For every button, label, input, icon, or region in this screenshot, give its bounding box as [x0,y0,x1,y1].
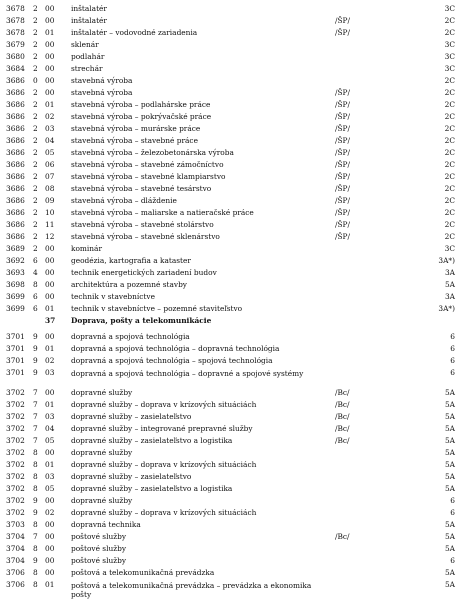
code-cell: 3702 [6,508,25,517]
subcode-cell: 06 [45,160,55,169]
subcode-cell: 00 [45,4,55,13]
level-cell: 3C [444,52,455,61]
name-cell: stavebná výroba – maliarske a natieračské práce [71,208,254,217]
subcode-cell: 00 [45,568,55,577]
code-cell: 3702 [6,448,25,457]
table-row [0,569,469,581]
code-cell: 3686 [6,220,25,229]
name-cell: dopravné služby [71,448,133,457]
group-cell: 7 [33,388,38,397]
subcode-cell: 00 [45,280,55,289]
group-cell: 7 [33,532,38,541]
group-cell: 7 [33,412,38,421]
name-cell: dopravné služby – doprava v krízových situáciách [71,508,257,517]
code-cell: 3686 [6,232,25,241]
note-cell: /Bc/ [335,424,350,433]
group-cell: 4 [33,268,38,277]
subcode-cell: 00 [45,292,55,301]
subcode-cell: 00 [45,244,55,253]
note-cell: /ŠP/ [335,196,351,205]
note-cell: /Bc/ [335,412,350,421]
note-cell: /ŠP/ [335,184,351,193]
note-cell: /ŠP/ [335,136,351,145]
subcode-cell: 00 [45,544,55,553]
group-cell: 0 [33,76,38,85]
code-cell: 3699 [6,292,25,301]
group-cell: 2 [33,208,38,217]
level-cell: 2C [444,184,455,193]
name-cell: dopravná a spojová technológia – dopravná technológia [71,344,280,353]
code-cell: 3702 [6,388,25,397]
name-cell: stavebná výroba – stavebné klampiarstvo [71,172,226,181]
group-cell: 9 [33,344,38,353]
level-cell: 2C [444,88,455,97]
note-cell: /ŠP/ [335,232,351,241]
note-cell: /Bc/ [335,436,350,445]
level-cell: 2C [444,160,455,169]
subcode-cell: 01 [45,28,55,37]
subcode-cell: 03 [45,368,55,377]
group-cell: 2 [33,136,38,145]
subcode-cell: 10 [45,208,55,217]
subcode-cell: 01 [45,400,55,409]
level-cell: 6 [450,356,455,365]
level-cell: 6 [450,344,455,353]
code-cell: 3693 [6,268,25,277]
name-cell: poštové služby [71,556,127,565]
code-cell: 3701 [6,332,25,341]
level-cell: 5A [444,520,455,529]
subcode-cell: 00 [45,448,55,457]
subcode-cell: 01 [45,100,55,109]
subcode-cell: 05 [45,484,55,493]
name-cell: strechár [71,64,103,73]
subcode-cell: 09 [45,196,55,205]
group-cell: 7 [33,436,38,445]
name-cell: stavebná výroba – stavebné tesárstvo [71,184,212,193]
subcode-cell: 00 [45,64,55,73]
name-cell: dopravná technika [71,520,141,529]
code-cell: 3686 [6,148,25,157]
name-cell: dopravná a spojová technológia [71,332,190,341]
level-cell: 2C [444,220,455,229]
group-cell: 2 [33,112,38,121]
subcode-cell: 00 [45,556,55,565]
group-cell: 8 [33,568,38,577]
subcode-cell: 03 [45,124,55,133]
code-cell: 3684 [6,64,25,73]
group-cell: 2 [33,184,38,193]
code-cell: 3702 [6,496,25,505]
name-cell: poštové služby [71,544,127,553]
name-cell: dopravné služby [71,388,133,397]
name-cell: stavebná výroba – murárske práce [71,124,201,133]
group-cell: 2 [33,232,38,241]
code-cell: 3686 [6,160,25,169]
subcode-cell: 00 [45,496,55,505]
level-cell: 2C [444,148,455,157]
level-cell: 3A [444,268,455,277]
group-cell: 8 [33,448,38,457]
code-cell: 3702 [6,436,25,445]
group-cell: 2 [33,28,38,37]
code-cell: 3680 [6,52,25,61]
subcode-cell: 03 [45,412,55,421]
level-cell: 2C [444,76,455,85]
level-cell: 3C [444,40,455,49]
name-cell: dopravné služby – zasielateľstvo a logistika [71,436,233,445]
table-row [0,581,469,601]
code-cell: 3702 [6,400,25,409]
subcode-cell: 02 [45,112,55,121]
level-cell: 2C [444,16,455,25]
name-cell: dopravná a spojová technológia – dopravné a spojové systémy [71,369,304,378]
level-cell: 3C [444,244,455,253]
note-cell: /ŠP/ [335,100,351,109]
level-cell: 6 [450,368,455,377]
level-cell: 6 [450,556,455,565]
level-cell: 2C [444,208,455,217]
name-cell: technik v stavebníctve [71,292,155,301]
code-cell: 3706 [6,580,25,589]
group-cell: 2 [33,16,38,25]
note-cell: /Bc/ [335,532,350,541]
name-cell: podlahár [71,52,105,61]
name-cell: stavebná výroba – stavebné stolárstvo [71,220,214,229]
note-cell: /ŠP/ [335,124,351,133]
name-cell: dopravné služby – zasielateľstvo a logistika [71,484,233,493]
level-cell: 2C [444,28,455,37]
name-cell: technik v stavebníctve – pozemné staviteľstvo [71,304,243,313]
group-cell: 8 [33,580,38,589]
name-cell: dopravná a spojová technológia – spojová technológia [71,356,273,365]
code-cell: 3686 [6,208,25,217]
group-cell: 9 [33,508,38,517]
level-cell: 3A [444,292,455,301]
note-cell: /ŠP/ [335,220,351,229]
subcode-cell: 37 [45,316,56,325]
level-cell: 5A [444,484,455,493]
name-cell: dopravné služby – doprava v krízových situáciách [71,460,257,469]
group-cell: 2 [33,64,38,73]
subcode-cell: 05 [45,436,55,445]
code-cell: 3678 [6,16,25,25]
name-cell: stavebná výroba – železobetonárska výroba [71,148,234,157]
level-cell: 5A [444,424,455,433]
code-cell: 3686 [6,76,25,85]
name-cell: dopravné služby – integrované prepravné služby [71,424,253,433]
subcode-cell: 04 [45,136,55,145]
code-cell: 3692 [6,256,25,265]
code-cell: 3678 [6,4,25,13]
code-cell: 3686 [6,88,25,97]
group-cell: 8 [33,472,38,481]
level-cell: 6 [450,496,455,505]
subcode-cell: 01 [45,304,55,313]
code-cell: 3704 [6,532,25,541]
code-cell: 3698 [6,280,25,289]
group-cell: 6 [33,304,38,313]
name-cell: stavebná výroba – dláždenie [71,196,177,205]
code-cell: 3702 [6,460,25,469]
level-cell: 5A [444,472,455,481]
name-cell: sklenár [71,40,99,49]
note-cell: /ŠP/ [335,16,351,25]
group-cell: 6 [33,292,38,301]
level-cell: 2C [444,112,455,121]
subcode-cell: 01 [45,460,55,469]
name-cell: poštové služby [71,532,127,541]
level-cell: 2C [444,196,455,205]
name-cell: inštalatér – vodovodné zariadenia [71,28,198,37]
code-cell: 3702 [6,412,25,421]
code-cell: 3686 [6,196,25,205]
subcode-cell: 12 [45,232,55,241]
group-cell: 2 [33,196,38,205]
subcode-cell: 08 [45,184,55,193]
code-cell: 3686 [6,112,25,121]
group-cell: 8 [33,544,38,553]
group-cell: 9 [33,556,38,565]
group-cell: 8 [33,460,38,469]
name-cell: poštová a telekomunikačná prevádzka – prevádzka a ekonomika pošty [71,581,312,599]
group-cell: 2 [33,52,38,61]
subcode-cell: 00 [45,88,55,97]
subcode-cell: 00 [45,76,55,85]
code-cell: 3704 [6,544,25,553]
level-cell: 3C [444,64,455,73]
code-cell: 3686 [6,100,25,109]
note-cell: /ŠP/ [335,148,351,157]
group-cell: 7 [33,400,38,409]
subcode-cell: 04 [45,424,55,433]
level-cell: 3A*) [438,304,455,313]
table-row [0,369,469,389]
code-cell: 3702 [6,484,25,493]
section-heading-row [0,317,469,329]
group-cell: 8 [33,280,38,289]
group-cell: 2 [33,40,38,49]
name-cell: kominár [71,244,102,253]
subcode-cell: 00 [45,268,55,277]
subcode-cell: 00 [45,52,55,61]
name-cell: stavebná výroba – stavebné práce [71,136,198,145]
code-cell: 3686 [6,184,25,193]
code-cell: 3701 [6,356,25,365]
level-cell: 5A [444,280,455,289]
name-cell: dopravné služby – zasielateľstvo [71,472,192,481]
code-cell: 3704 [6,556,25,565]
code-cell: 3701 [6,368,25,377]
level-cell: 2C [444,124,455,133]
subcode-cell: 00 [45,388,55,397]
subcode-cell: 00 [45,332,55,341]
group-cell: 9 [33,368,38,377]
subcode-cell: 00 [45,16,55,25]
name-cell: dopravné služby – zasielateľstvo [71,412,192,421]
name-cell: poštová a telekomunikačná prevádzka [71,568,215,577]
group-cell: 2 [33,244,38,253]
name-cell: stavebná výroba [71,76,133,85]
note-cell: /ŠP/ [335,88,351,97]
note-cell: /ŠP/ [335,208,351,217]
name-cell: dopravné služby [71,496,133,505]
level-cell: 5A [444,412,455,421]
code-cell: 3686 [6,136,25,145]
level-cell: 5A [444,448,455,457]
table-row [0,357,469,369]
level-cell: 5A [444,532,455,541]
note-cell: /ŠP/ [335,112,351,121]
note-cell: /ŠP/ [335,160,351,169]
subcode-cell: 02 [45,356,55,365]
note-cell: /ŠP/ [335,28,351,37]
code-cell: 3706 [6,568,25,577]
code-cell: 3679 [6,40,25,49]
subcode-cell: 00 [45,40,55,49]
group-cell: 7 [33,424,38,433]
level-cell: 6 [450,508,455,517]
subcode-cell: 00 [45,256,55,265]
name-cell: Doprava, pošty a telekomunikácie [71,316,212,325]
subcode-cell: 00 [45,520,55,529]
group-cell: 2 [33,160,38,169]
subcode-cell: 11 [45,220,55,229]
group-cell: 2 [33,4,38,13]
name-cell: architektúra a pozemné stavby [71,280,187,289]
level-cell: 2C [444,136,455,145]
subcode-cell: 05 [45,148,55,157]
level-cell: 5A [444,460,455,469]
note-cell: /Bc/ [335,388,350,397]
group-cell: 2 [33,148,38,157]
code-cell: 3703 [6,520,25,529]
name-cell: stavebná výroba – stavebné sklenárstvo [71,232,220,241]
level-cell: 2C [444,100,455,109]
code-cell: 3699 [6,304,25,313]
level-cell: 5A [444,544,455,553]
group-cell: 8 [33,520,38,529]
group-cell: 2 [33,220,38,229]
code-cell: 3702 [6,424,25,433]
code-cell: 3689 [6,244,25,253]
name-cell: stavebná výroba [71,88,133,97]
subcode-cell: 07 [45,172,55,181]
level-cell: 5A [444,388,455,397]
group-cell: 9 [33,332,38,341]
level-cell: 5A [444,580,455,589]
subcode-cell: 01 [45,344,55,353]
code-cell: 3678 [6,28,25,37]
group-cell: 8 [33,484,38,493]
group-cell: 2 [33,124,38,133]
group-cell: 9 [33,496,38,505]
name-cell: inštalatér [71,16,107,25]
level-cell: 5A [444,436,455,445]
name-cell: stavebná výroba – podlahárske práce [71,100,211,109]
name-cell: technik energetických zariadení budov [71,268,217,277]
level-cell: 6 [450,332,455,341]
level-cell: 2C [444,172,455,181]
group-cell: 2 [33,172,38,181]
level-cell: 5A [444,400,455,409]
group-cell: 6 [33,256,38,265]
level-cell: 3A*) [438,256,455,265]
subcode-cell: 00 [45,532,55,541]
name-cell: stavebná výroba – pokrývačské práce [71,112,212,121]
name-cell: dopravné služby – doprava v krízových situáciách [71,400,257,409]
group-cell: 2 [33,100,38,109]
subcode-cell: 02 [45,508,55,517]
name-cell: geodézia, kartografia a kataster [71,256,191,265]
code-cell: 3686 [6,124,25,133]
note-cell: /ŠP/ [335,172,351,181]
code-cell: 3701 [6,344,25,353]
group-cell: 2 [33,88,38,97]
subcode-cell: 03 [45,472,55,481]
note-cell: /Bc/ [335,400,350,409]
level-cell: 5A [444,568,455,577]
code-cell: 3686 [6,172,25,181]
level-cell: 2C [444,232,455,241]
code-cell: 3702 [6,472,25,481]
name-cell: stavebná výroba – stavebné zámočníctvo [71,160,224,169]
level-cell: 3C [444,4,455,13]
group-cell: 9 [33,356,38,365]
subcode-cell: 01 [45,580,55,589]
name-cell: inštalatér [71,4,107,13]
